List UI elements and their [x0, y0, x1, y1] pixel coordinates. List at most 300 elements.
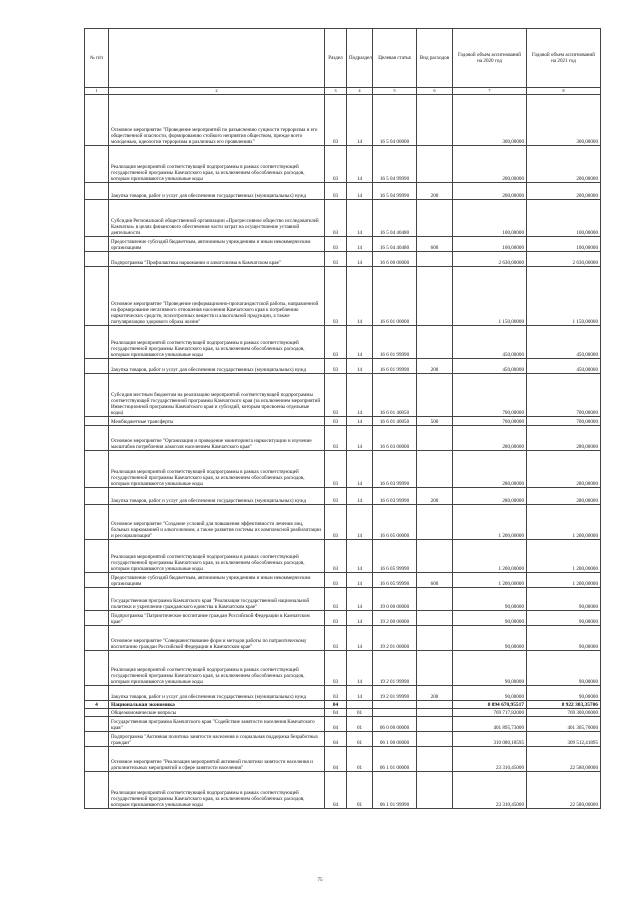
row-podrazdel: 01 [347, 709, 373, 717]
row-number [85, 611, 109, 626]
row-number [85, 709, 109, 717]
row-amount-2020: 1 200,00000 [453, 573, 527, 588]
row-amount-2020: 23 310,45000 [453, 772, 527, 809]
row-razdel: 03 [325, 505, 347, 540]
row-amount-2020: 1 200,00000 [453, 505, 527, 540]
row-number: 4 [85, 701, 109, 709]
row-expense-type [417, 747, 453, 772]
row-number [85, 588, 109, 611]
row-target-article: 16 6 00 00000 [373, 252, 417, 267]
table-row [85, 709, 601, 717]
index-cell: 2 [109, 88, 325, 95]
row-razdel: 04 [325, 732, 347, 747]
header-name [109, 29, 325, 88]
row-amount-2021: 309 512,41895 [527, 732, 601, 747]
row-name-text: Государственная программа Камчатского края "Содействие занятости населения Камчатского края" [111, 719, 315, 731]
table-row [85, 426, 601, 451]
row-number [85, 747, 109, 772]
row-amount-2021: 90,00000 [527, 588, 601, 611]
row-amount-2021: 2 630,00000 [527, 252, 601, 267]
row-name [109, 359, 325, 374]
table-row [85, 488, 601, 505]
row-expense-type [417, 626, 453, 651]
row-name [109, 588, 325, 611]
column-index-row [85, 88, 601, 95]
row-podrazdel: 14 [347, 540, 373, 573]
row-amount-2021: 90,00000 [527, 626, 601, 651]
row-target-article: 16 6 01 40050 [373, 417, 417, 426]
row-target-article: 16 5 04 99990 [373, 183, 417, 200]
row-number [85, 426, 109, 451]
row-podrazdel: 14 [347, 451, 373, 488]
row-podrazdel: 14 [347, 626, 373, 651]
row-number [85, 505, 109, 540]
row-podrazdel: 14 [347, 326, 373, 359]
row-razdel: 03 [325, 200, 347, 237]
row-number [85, 252, 109, 267]
row-amount-2021: 200,00000 [527, 183, 601, 200]
row-name-text: Реализация мероприятий соответствующей подпрограммы в рамках соответствующей государственной программы Камчатского края, за исключением обособленных расходов, которым присваиваются уникальные коды [111, 790, 305, 808]
table-row [85, 374, 601, 417]
row-amount-2021: 100,00000 [527, 200, 601, 237]
header-year-2020: Годовой объем ассигнований на 2020 год [453, 29, 527, 88]
row-target-article: 16 5 04 40480 [373, 200, 417, 237]
table-row [85, 732, 601, 747]
row-target-article: 16 6 03 99990 [373, 488, 417, 505]
row-podrazdel: 14 [347, 146, 373, 183]
row-expense-type: 200 [417, 183, 453, 200]
row-name [109, 540, 325, 573]
row-expense-type [417, 505, 453, 540]
header-row [85, 29, 601, 88]
row-razdel: 04 [325, 772, 347, 809]
index-cell: 8 [527, 88, 601, 95]
page-number: 75 [317, 878, 323, 883]
row-amount-2020: 280,00000 [453, 488, 527, 505]
row-razdel: 03 [325, 540, 347, 573]
row-amount-2021: 1 200,00000 [527, 540, 601, 573]
row-number [85, 326, 109, 359]
row-number [85, 417, 109, 426]
row-name [109, 200, 325, 237]
row-amount-2020: 401 895,73000 [453, 717, 527, 732]
row-name-text: Основное мероприятие "Организация и проведение мониторинга наркоситуации и изучение масштабов потребления алкоголя населением Камчатского края" [111, 438, 312, 450]
row-razdel: 03 [325, 146, 347, 183]
row-name [109, 374, 325, 417]
row-target-article: 19 2 00 00000 [373, 611, 417, 626]
row-target-article: 16 6 03 00000 [373, 426, 417, 451]
row-target-article: 16 6 01 99990 [373, 359, 417, 374]
row-razdel: 03 [325, 326, 347, 359]
row-amount-2021: 90,00000 [527, 651, 601, 686]
table-row [85, 626, 601, 651]
row-target-article: 16 6 01 00000 [373, 267, 417, 326]
row-expense-type [417, 732, 453, 747]
row-expense-type [417, 540, 453, 573]
row-razdel: 03 [325, 417, 347, 426]
row-amount-2021: 450,00000 [527, 359, 601, 374]
header-year-2021: Годовой объем ассигнований на 2021 год [527, 29, 601, 88]
row-podrazdel: 14 [347, 417, 373, 426]
row-name-text: Субсидия Региональной общественной организации «Прогрессивное общество исследователей Камчатки» в целях финансового обеспечения части затрат на осуществление уставной деятельности [111, 218, 319, 236]
row-name-text: Подпрограмма "Патриотическое воспитание граждан Российской Федерации в Камчатском крае" [111, 613, 310, 625]
row-razdel: 03 [325, 426, 347, 451]
table-row [85, 505, 601, 540]
row-amount-2020: 1 150,00000 [453, 267, 527, 326]
row-amount-2020: 280,00000 [453, 426, 527, 451]
row-expense-type [417, 717, 453, 732]
row-target-article: 16 6 05 00000 [373, 505, 417, 540]
index-cell: 6 [417, 88, 453, 95]
row-name [109, 252, 325, 267]
row-amount-2020: 90,00000 [453, 686, 527, 701]
row-target-article: 16 5 04 99990 [373, 146, 417, 183]
row-expense-type [417, 701, 453, 709]
row-expense-type [417, 451, 453, 488]
row-expense-type: 200 [417, 359, 453, 374]
row-podrazdel: 14 [347, 267, 373, 326]
row-expense-type [417, 146, 453, 183]
row-number [85, 183, 109, 200]
table-row [85, 772, 601, 809]
row-amount-2020: 450,00000 [453, 326, 527, 359]
budget-page [84, 28, 600, 809]
row-amount-2021: 700,00000 [527, 374, 601, 417]
row-razdel: 03 [325, 183, 347, 200]
row-razdel: 03 [325, 686, 347, 701]
row-amount-2020: 8 894 670,95517 [453, 701, 527, 709]
row-amount-2020: 1 200,00000 [453, 540, 527, 573]
row-expense-type [417, 588, 453, 611]
row-name-text: Основное мероприятие "Реализация мероприятий активной политики занятости населения и дополнительных мероприятий в сфере занятости населения" [111, 759, 313, 771]
row-target-article: 06 1 01 00000 [373, 747, 417, 772]
row-name [109, 95, 325, 146]
index-cell: 4 [347, 88, 373, 95]
row-name-text: Закупка товаров, работ и услуг для обеспечения государственных (муниципальных) нужд [111, 367, 307, 373]
row-amount-2021: 1 150,00000 [527, 267, 601, 326]
row-name [109, 747, 325, 772]
row-expense-type [417, 426, 453, 451]
row-expense-type: 200 [417, 488, 453, 505]
row-name [109, 772, 325, 809]
row-expense-type [417, 772, 453, 809]
row-target-article: 16 5 04 00000 [373, 95, 417, 146]
row-expense-type: 200 [417, 686, 453, 701]
row-expense-type [417, 611, 453, 626]
row-target-article: 16 6 01 40050 [373, 374, 417, 417]
row-amount-2020: 700,00000 [453, 417, 527, 426]
row-number [85, 267, 109, 326]
row-podrazdel: 01 [347, 772, 373, 809]
table-row [85, 267, 601, 326]
row-name-text: Общеэкономические вопросы [111, 710, 177, 716]
row-amount-2020: 100,00000 [453, 237, 527, 252]
row-name-text: Реализация мероприятий соответствующей подпрограммы в рамках соответствующей государственной программы Камчатского края, за исключением обособленных расходов, которым присваиваются уникальные коды [111, 340, 305, 358]
table-row [85, 200, 601, 237]
row-amount-2020: 450,00000 [453, 359, 527, 374]
row-name-text: Подпрограмма "Профилактика наркомании и алкоголизма в Камчатском крае" [111, 260, 281, 266]
row-number [85, 717, 109, 732]
row-name [109, 701, 325, 709]
row-name-text: Основное мероприятие "Проведение информационно-пропагандистской работы, направленной на формирование негативного отношения населения Камчатского края к потреблению наркотических средств, психотропных веществ и алкогольной продукции, а также популяризацию здорового образа жизни" [111, 301, 319, 325]
row-podrazdel: 14 [347, 488, 373, 505]
row-razdel: 03 [325, 359, 347, 374]
row-amount-2021: 90,00000 [527, 686, 601, 701]
row-amount-2020: 90,00000 [453, 588, 527, 611]
row-number [85, 237, 109, 252]
row-amount-2021: 90,00000 [527, 611, 601, 626]
row-name [109, 651, 325, 686]
row-expense-type: 500 [417, 417, 453, 426]
row-target-article: 19 2 01 00000 [373, 626, 417, 651]
row-amount-2021: 300,00000 [527, 95, 601, 146]
row-target-article: 06 1 01 99990 [373, 772, 417, 809]
row-expense-type [417, 709, 453, 717]
row-amount-2021: 450,00000 [527, 326, 601, 359]
row-amount-2020: 200,00000 [453, 146, 527, 183]
row-razdel: 03 [325, 573, 347, 588]
row-amount-2021: 100,00000 [527, 237, 601, 252]
row-razdel: 03 [325, 451, 347, 488]
row-name [109, 732, 325, 747]
row-podrazdel: 14 [347, 651, 373, 686]
row-expense-type [417, 267, 453, 326]
table-row [85, 417, 601, 426]
row-number [85, 626, 109, 651]
row-number [85, 686, 109, 701]
row-name-text: Государственная программа Камчатского края "Реализация государственной национальной политики и укрепление гражданского единства в Камчатском крае" [111, 598, 310, 610]
table-row [85, 701, 601, 709]
row-expense-type: 600 [417, 573, 453, 588]
row-name [109, 488, 325, 505]
row-number [85, 95, 109, 146]
row-name [109, 709, 325, 717]
row-podrazdel [347, 701, 373, 709]
row-amount-2021: 280,00000 [527, 451, 601, 488]
row-expense-type [417, 374, 453, 417]
row-name-text: Предоставление субсидий бюджетным, автономным учреждениям и иным некоммерческим организациям [111, 575, 311, 587]
row-razdel: 03 [325, 95, 347, 146]
row-name [109, 267, 325, 326]
row-amount-2021: 1 200,00000 [527, 505, 601, 540]
row-name-text: Реализация мероприятий соответствующей подпрограммы в рамках соответствующей государственной программы Камчатского края, за исключением обособленных расходов, которым присваиваются уникальные коды [111, 164, 305, 182]
table-row [85, 747, 601, 772]
row-podrazdel: 14 [347, 686, 373, 701]
row-name-text: Основное мероприятие "Создание условий для повышения эффективности лечения лиц, больных наркоманией и алкоголизмом, а также развития системы их комплексной реабилитации и ресоциализации" [111, 521, 321, 539]
row-razdel: 03 [325, 237, 347, 252]
table-row [85, 95, 601, 146]
row-podrazdel: 14 [347, 95, 373, 146]
row-amount-2021: 700,00000 [527, 417, 601, 426]
row-amount-2021: 280,00000 [527, 488, 601, 505]
row-amount-2021: 401 305,70000 [527, 717, 601, 732]
row-expense-type [417, 95, 453, 146]
row-name [109, 326, 325, 359]
row-amount-2021: 1 200,00000 [527, 573, 601, 588]
row-amount-2020: 23 310,45000 [453, 747, 527, 772]
row-razdel: 04 [325, 709, 347, 717]
row-razdel: 03 [325, 626, 347, 651]
row-name-text: Реализация мероприятий соответствующей подпрограммы в рамках соответствующей государственной программы Камчатского края, за исключением обособленных расходов, которым присваиваются уникальные коды [111, 469, 305, 487]
header-num: № п/п [85, 29, 109, 88]
row-target-article: 06 1 00 00000 [373, 732, 417, 747]
row-amount-2020: 700,00000 [453, 374, 527, 417]
row-name-text: Субсидия местным бюджетам на реализацию мероприятий соответствующей подпрограммы соответствующей государственной программы Камчатского края (за исключением мероприятий Инвестиционной программы Камчатского края и субсидий, которым присвоены отдельные коды) [111, 392, 321, 416]
table-row [85, 651, 601, 686]
table-row [85, 588, 601, 611]
row-expense-type [417, 200, 453, 237]
row-amount-2021: 200,00000 [527, 146, 601, 183]
row-name [109, 611, 325, 626]
header-podrazdel: Подраздел [347, 29, 373, 88]
row-podrazdel: 14 [347, 588, 373, 611]
row-number [85, 359, 109, 374]
row-amount-2020: 280,00000 [453, 451, 527, 488]
row-name [109, 626, 325, 651]
row-name-text: Реализация мероприятий соответствующей подпрограммы в рамках соответствующей государственной программы Камчатского края, за исключением обособленных расходов, которым присваиваются уникальные коды [111, 667, 305, 685]
row-target-article: 16 6 03 99990 [373, 451, 417, 488]
row-podrazdel: 14 [347, 374, 373, 417]
row-podrazdel: 01 [347, 747, 373, 772]
row-podrazdel: 01 [347, 732, 373, 747]
row-podrazdel: 14 [347, 237, 373, 252]
row-razdel: 03 [325, 488, 347, 505]
row-expense-type: 600 [417, 237, 453, 252]
row-podrazdel: 14 [347, 505, 373, 540]
row-name [109, 505, 325, 540]
row-number [85, 146, 109, 183]
row-amount-2020: 90,00000 [453, 626, 527, 651]
row-amount-2020: 200,00000 [453, 183, 527, 200]
row-name [109, 717, 325, 732]
row-podrazdel: 14 [347, 359, 373, 374]
index-cell: 1 [85, 88, 109, 95]
header-razdel: Раздел [325, 29, 347, 88]
row-name-text: Основное мероприятие "Проведение мероприятий по разъяснению сущности терроризма и его общественной опасности, формированию стойкого неприятия обществом, прежде всего молодежью, идеологии терроризма в различных его проявлениях" [111, 127, 318, 145]
row-target-article: 19 2 01 99990 [373, 651, 417, 686]
row-number [85, 732, 109, 747]
header-expense-type: Вид расходов [417, 29, 453, 88]
row-razdel: 03 [325, 651, 347, 686]
row-razdel: 03 [325, 374, 347, 417]
row-number [85, 573, 109, 588]
row-name [109, 146, 325, 183]
row-target-article: 16 6 05 99990 [373, 540, 417, 573]
row-name [109, 573, 325, 588]
row-amount-2021: 8 922 303,35706 [527, 701, 601, 709]
table-row [85, 359, 601, 374]
row-number [85, 374, 109, 417]
row-razdel: 03 [325, 611, 347, 626]
row-name [109, 183, 325, 200]
row-razdel: 04 [325, 717, 347, 732]
header-target-article: Целевая статья [373, 29, 417, 88]
row-number [85, 651, 109, 686]
row-name [109, 237, 325, 252]
budget-table [84, 28, 601, 809]
row-name-text: Национальная экономика [111, 702, 175, 708]
row-target-article: 19 2 01 99990 [373, 686, 417, 701]
row-name-text: Закупка товаров, работ и услуг для обеспечения государственных (муниципальных) нужд [111, 498, 307, 504]
row-name-text: Межбюджетные трансферты [111, 419, 174, 425]
row-target-article: 16 5 04 40480 [373, 237, 417, 252]
table-row [85, 252, 601, 267]
row-target-article [373, 701, 417, 709]
row-razdel: 03 [325, 252, 347, 267]
row-podrazdel: 14 [347, 200, 373, 237]
row-name-text: Предоставление субсидий бюджетным, автономным учреждениям и иным некоммерческим организациям [111, 239, 311, 251]
row-name-text: Закупка товаров, работ и услуг для обеспечения государственных (муниципальных) нужд [111, 694, 307, 700]
table-row [85, 237, 601, 252]
row-razdel: 04 [325, 747, 347, 772]
row-name [109, 426, 325, 451]
row-podrazdel: 14 [347, 252, 373, 267]
row-expense-type [417, 326, 453, 359]
row-podrazdel: 14 [347, 426, 373, 451]
row-target-article: 19 0 00 00000 [373, 588, 417, 611]
row-name [109, 417, 325, 426]
row-number [85, 200, 109, 237]
index-cell: 5 [373, 88, 417, 95]
row-number [85, 488, 109, 505]
row-podrazdel: 14 [347, 573, 373, 588]
table-row [85, 146, 601, 183]
row-razdel: 03 [325, 588, 347, 611]
row-target-article [373, 709, 417, 717]
row-amount-2020: 100,00000 [453, 200, 527, 237]
table-row [85, 611, 601, 626]
row-name [109, 686, 325, 701]
row-name-text: Основное мероприятие "Совершенствование форм и методов работы по патриотическому воспитанию граждан Российской Федерации в Камчатском крае" [111, 638, 307, 650]
row-podrazdel: 01 [347, 717, 373, 732]
table-row [85, 717, 601, 732]
row-amount-2020: 300,00000 [453, 95, 527, 146]
table-row [85, 686, 601, 701]
row-amount-2020: 769 717,82000 [453, 709, 527, 717]
row-number [85, 451, 109, 488]
table-row [85, 540, 601, 573]
row-amount-2021: 22 580,00000 [527, 747, 601, 772]
row-amount-2020: 310 080,18595 [453, 732, 527, 747]
row-name-text: Подпрограмма "Активная политика занятости населения и социальная поддержка безработных граждан" [111, 734, 319, 746]
row-amount-2020: 2 630,00000 [453, 252, 527, 267]
row-target-article: 16 6 05 99990 [373, 573, 417, 588]
index-cell: 3 [325, 88, 347, 95]
index-cell: 7 [453, 88, 527, 95]
row-number [85, 540, 109, 573]
row-amount-2021: 22 580,00000 [527, 772, 601, 809]
row-expense-type [417, 651, 453, 686]
row-name-text: Реализация мероприятий соответствующей подпрограммы в рамках соответствующей государственной программы Камчатского края, за исключением обособленных расходов, которым присваиваются уникальные коды [111, 554, 305, 572]
row-name [109, 451, 325, 488]
table-row [85, 451, 601, 488]
row-amount-2020: 90,00000 [453, 611, 527, 626]
table-row [85, 573, 601, 588]
row-amount-2021: 769 300,06000 [527, 709, 601, 717]
row-number [85, 772, 109, 809]
row-target-article: 06 0 00 00000 [373, 717, 417, 732]
table-row [85, 183, 601, 200]
row-podrazdel: 14 [347, 611, 373, 626]
table-row [85, 326, 601, 359]
row-razdel: 04 [325, 701, 347, 709]
row-podrazdel: 14 [347, 183, 373, 200]
row-amount-2021: 280,00000 [527, 426, 601, 451]
row-name-text: Закупка товаров, работ и услуг для обеспечения государственных (муниципальных) нужд [111, 193, 307, 199]
row-expense-type [417, 252, 453, 267]
row-razdel: 03 [325, 267, 347, 326]
row-target-article: 16 6 01 99990 [373, 326, 417, 359]
